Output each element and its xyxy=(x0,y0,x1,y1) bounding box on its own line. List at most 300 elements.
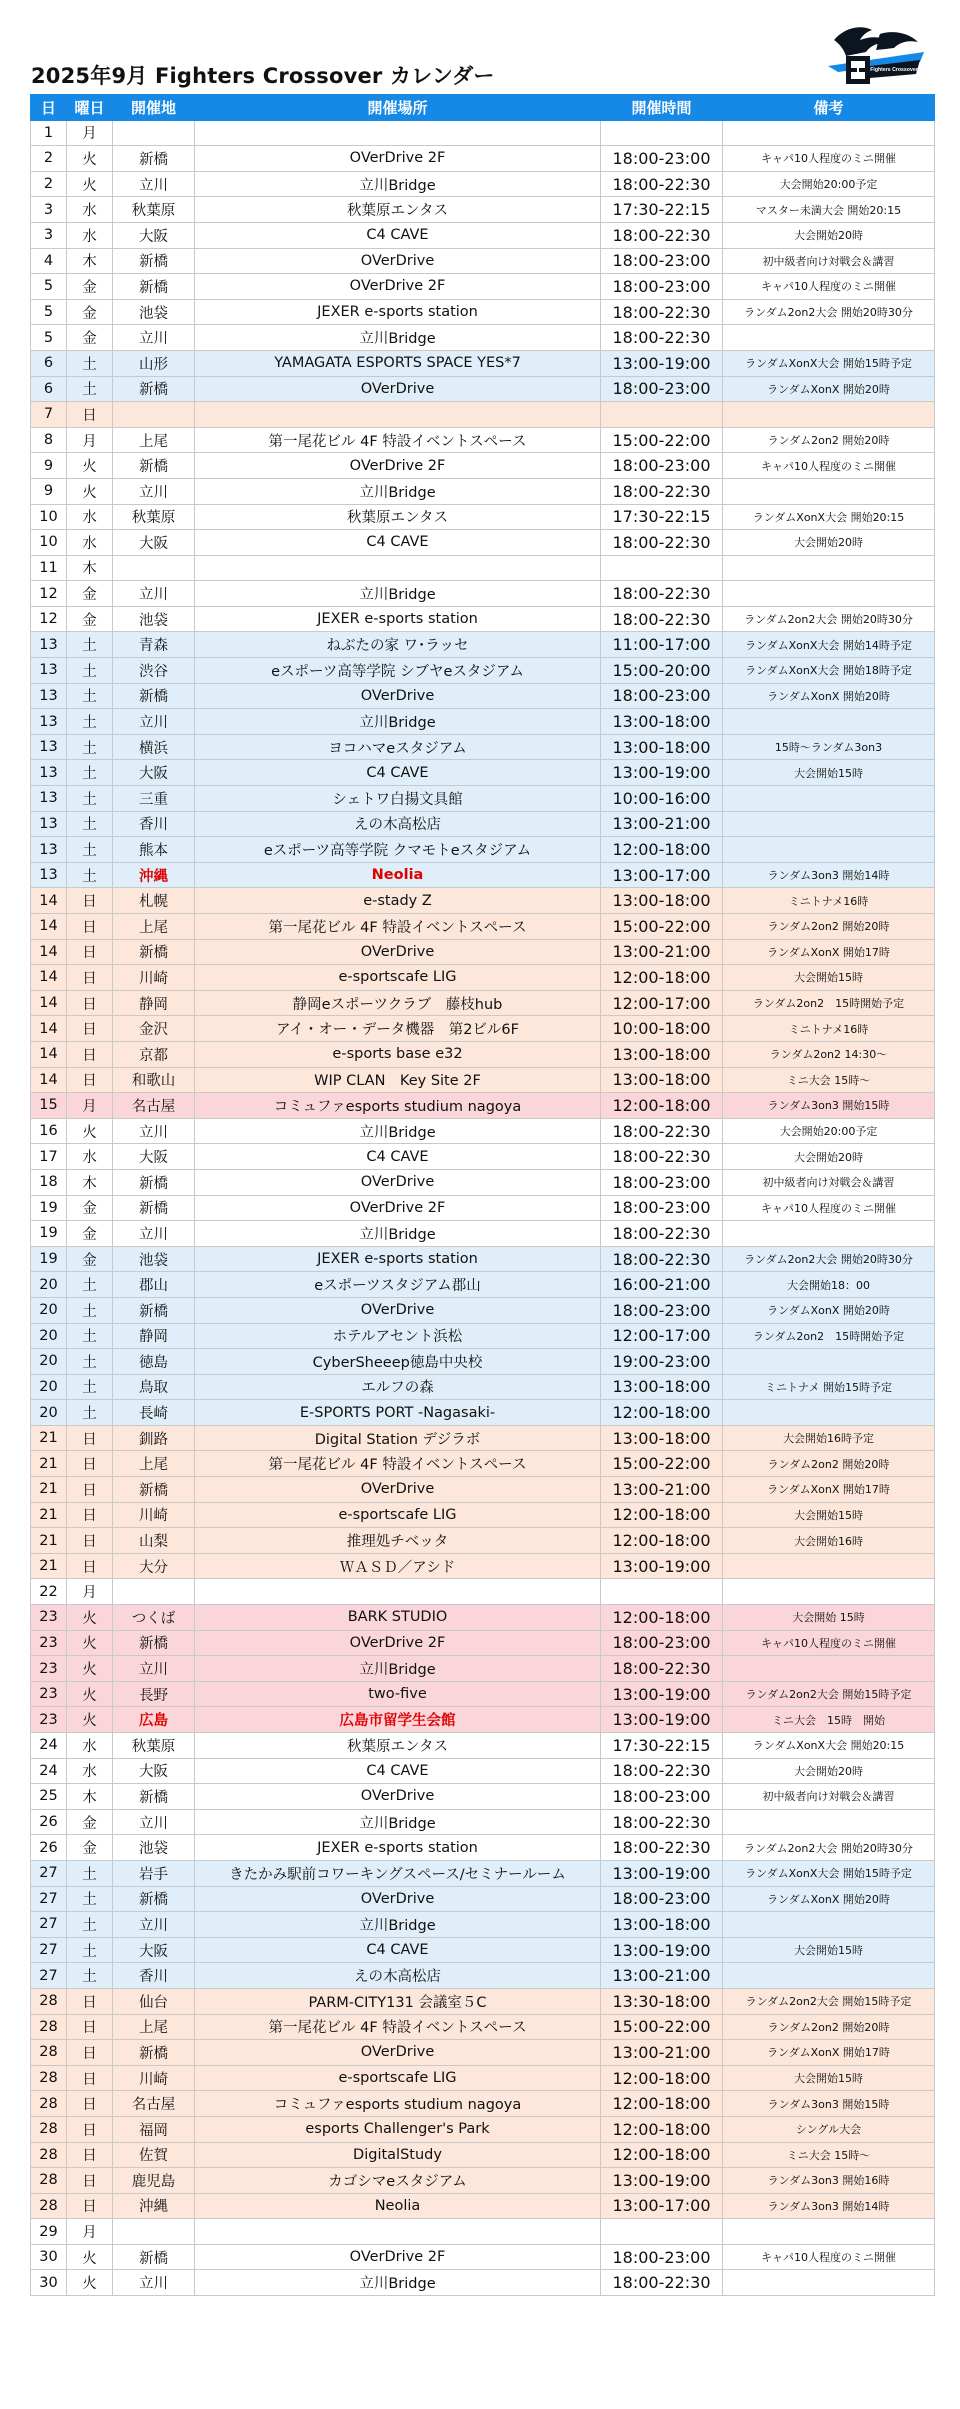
cell-day: 27 xyxy=(31,1963,67,1989)
table-row xyxy=(31,197,935,223)
cell-venue: ホテルアセント浜松 xyxy=(195,1323,601,1349)
cell-weekday: 土 xyxy=(67,734,113,760)
cell-weekday: 金 xyxy=(67,581,113,607)
cell-time: 13:00-18:00 xyxy=(601,1067,723,1093)
cell-venue: 推理処チベッタ xyxy=(195,1528,601,1554)
cell-day: 13 xyxy=(31,734,67,760)
cell-weekday: 月 xyxy=(67,1093,113,1119)
table-row xyxy=(31,1553,935,1579)
cell-region: 川崎 xyxy=(113,2065,195,2091)
cell-weekday: 火 xyxy=(67,1118,113,1144)
cell-time xyxy=(601,2219,723,2245)
cell-weekday: 日 xyxy=(67,2065,113,2091)
cell-day: 23 xyxy=(31,1605,67,1631)
cell-venue xyxy=(195,402,601,428)
cell-day: 27 xyxy=(31,1860,67,1886)
cell-venue: コミュファesports studium nagoya xyxy=(195,2091,601,2117)
cell-time: 13:00-18:00 xyxy=(601,1374,723,1400)
table-row xyxy=(31,274,935,300)
cell-note xyxy=(723,120,935,146)
cell-day: 17 xyxy=(31,1144,67,1170)
cell-day: 21 xyxy=(31,1553,67,1579)
cell-region: 山形 xyxy=(113,350,195,376)
cell-note: ランダム2on2 15時開始予定 xyxy=(723,990,935,1016)
cell-region: 福岡 xyxy=(113,2116,195,2142)
cell-venue: eスポーツ高等学院 シブヤeスタジアム xyxy=(195,658,601,684)
cell-region: 新橋 xyxy=(113,146,195,172)
cell-region: 新橋 xyxy=(113,939,195,965)
cell-time: 16:00-21:00 xyxy=(601,1272,723,1298)
cell-region: 新橋 xyxy=(113,248,195,274)
cell-note: 大会開始15時 xyxy=(723,1502,935,1528)
cell-region: 熊本 xyxy=(113,837,195,863)
cell-note: ランダムXonX大会 開始15時予定 xyxy=(723,350,935,376)
cell-note: 大会開始20:00予定 xyxy=(723,1118,935,1144)
page-title: 2025年9月 Fighters Crossover カレンダー xyxy=(31,64,495,88)
cell-venue: JEXER e-sports station xyxy=(195,606,601,632)
cell-region: 新橋 xyxy=(113,1886,195,1912)
cell-region: 広島 xyxy=(113,1707,195,1733)
cell-region: 三重 xyxy=(113,786,195,812)
cell-venue: CyberSheeep徳島中央校 xyxy=(195,1349,601,1375)
cell-region: 立川 xyxy=(113,1118,195,1144)
table-row xyxy=(31,248,935,274)
cell-time: 18:00-23:00 xyxy=(601,248,723,274)
cell-region: 秋葉原 xyxy=(113,1733,195,1759)
cell-day: 19 xyxy=(31,1195,67,1221)
table-row xyxy=(31,1067,935,1093)
cell-weekday: 日 xyxy=(67,990,113,1016)
cell-region: 名古屋 xyxy=(113,2091,195,2117)
cell-venue: eスポーツ高等学院 クマモトeスタジアム xyxy=(195,837,601,863)
cell-venue: コミュファesports studium nagoya xyxy=(195,1093,601,1119)
header-weekday: 曜日 xyxy=(67,95,113,121)
table-row xyxy=(31,478,935,504)
cell-day: 28 xyxy=(31,2142,67,2168)
cell-note: キャパ10人程度のミニ開催 xyxy=(723,146,935,172)
cell-day: 2 xyxy=(31,146,67,172)
cell-weekday: 土 xyxy=(67,632,113,658)
cell-weekday: 日 xyxy=(67,2040,113,2066)
cell-venue: OVerDrive 2F xyxy=(195,2244,601,2270)
cell-note xyxy=(723,402,935,428)
cell-time: 18:00-23:00 xyxy=(601,683,723,709)
cell-day: 13 xyxy=(31,658,67,684)
table-row xyxy=(31,2168,935,2194)
cell-weekday: 土 xyxy=(67,709,113,735)
cell-weekday: 日 xyxy=(67,914,113,940)
table-row xyxy=(31,299,935,325)
cell-region: 郡山 xyxy=(113,1272,195,1298)
cell-region: 池袋 xyxy=(113,1835,195,1861)
cell-region: 岩手 xyxy=(113,1860,195,1886)
cell-day: 6 xyxy=(31,376,67,402)
cell-region: 香川 xyxy=(113,811,195,837)
cell-venue xyxy=(195,555,601,581)
cell-time: 12:00-18:00 xyxy=(601,2065,723,2091)
cell-note xyxy=(723,1809,935,1835)
cell-venue: OVerDrive 2F xyxy=(195,1195,601,1221)
cell-time: 18:00-22:30 xyxy=(601,1221,723,1247)
cell-time: 13:00-19:00 xyxy=(601,2168,723,2194)
table-row xyxy=(31,376,935,402)
table-row xyxy=(31,1835,935,1861)
cell-weekday: 木 xyxy=(67,555,113,581)
cell-note: ミニ大会 15時～ xyxy=(723,2142,935,2168)
cell-note: 大会開始16時予定 xyxy=(723,1425,935,1451)
cell-weekday: 土 xyxy=(67,1374,113,1400)
cell-region: 徳島 xyxy=(113,1349,195,1375)
table-row xyxy=(31,1579,935,1605)
cell-note xyxy=(723,478,935,504)
cell-venue: 立川Bridge xyxy=(195,1118,601,1144)
cell-day: 9 xyxy=(31,453,67,479)
cell-venue: OVerDrive xyxy=(195,1297,601,1323)
table-row xyxy=(31,427,935,453)
cell-weekday: 土 xyxy=(67,837,113,863)
cell-venue: ＷＡＳＤ／アシド xyxy=(195,1553,601,1579)
cell-time: 18:00-22:30 xyxy=(601,1118,723,1144)
table-row xyxy=(31,2270,935,2296)
cell-note xyxy=(723,1400,935,1426)
cell-venue: OVerDrive xyxy=(195,1784,601,1810)
cell-venue: 立川Bridge xyxy=(195,1656,601,1682)
cell-time: 18:00-22:30 xyxy=(601,1758,723,1784)
cell-note: 大会開始20時 xyxy=(723,1144,935,1170)
cell-weekday: 金 xyxy=(67,325,113,351)
cell-venue: ヨコハマeスタジアム xyxy=(195,734,601,760)
cell-venue: C4 CAVE xyxy=(195,760,601,786)
cell-note: 初中級者向け対戦会＆講習 xyxy=(723,1169,935,1195)
cell-day: 20 xyxy=(31,1323,67,1349)
cell-note: ランダムXonX大会 開始15時予定 xyxy=(723,1860,935,1886)
cell-day: 13 xyxy=(31,683,67,709)
cell-venue: OVerDrive xyxy=(195,1477,601,1503)
cell-time: 18:00-22:30 xyxy=(601,171,723,197)
cell-region: 川崎 xyxy=(113,1502,195,1528)
cell-region: 山梨 xyxy=(113,1528,195,1554)
cell-venue xyxy=(195,1579,601,1605)
table-row xyxy=(31,1144,935,1170)
cell-weekday: 土 xyxy=(67,1400,113,1426)
cell-venue: 立川Bridge xyxy=(195,1809,601,1835)
cell-region: 立川 xyxy=(113,581,195,607)
cell-venue: ねぶたの家 ワ･ラッセ xyxy=(195,632,601,658)
cell-time: 13:00-18:00 xyxy=(601,1425,723,1451)
cell-venue: e-sportscafe LIG xyxy=(195,965,601,991)
cell-venue: 立川Bridge xyxy=(195,581,601,607)
cell-venue: えの木高松店 xyxy=(195,811,601,837)
cell-venue: two-five xyxy=(195,1681,601,1707)
cell-note: ランダム2on2 開始20時 xyxy=(723,427,935,453)
cell-time: 13:00-17:00 xyxy=(601,2193,723,2219)
cell-time: 12:00-18:00 xyxy=(601,1400,723,1426)
cell-venue: e-sportscafe LIG xyxy=(195,2065,601,2091)
cell-region: 長野 xyxy=(113,1681,195,1707)
table-row xyxy=(31,786,935,812)
logo-text: Fighters Crossover xyxy=(870,67,918,73)
cell-venue: OVerDrive 2F xyxy=(195,146,601,172)
header-note: 備考 xyxy=(723,95,935,121)
cell-weekday: 日 xyxy=(67,1041,113,1067)
cell-note: 大会開始15時 xyxy=(723,2065,935,2091)
cell-weekday: 金 xyxy=(67,1246,113,1272)
cell-venue: 第一尾花ビル 4F 特設イベントスペース xyxy=(195,914,601,940)
table-row xyxy=(31,504,935,530)
table-row xyxy=(31,2014,935,2040)
cell-region: 立川 xyxy=(113,709,195,735)
cell-day: 20 xyxy=(31,1400,67,1426)
cell-time: 15:00-22:00 xyxy=(601,914,723,940)
cell-day: 21 xyxy=(31,1502,67,1528)
cell-time: 13:00-18:00 xyxy=(601,734,723,760)
cell-time: 13:00-19:00 xyxy=(601,1681,723,1707)
cell-time: 19:00-23:00 xyxy=(601,1349,723,1375)
cell-venue: シェトワ白揚文具館 xyxy=(195,786,601,812)
cell-region: 池袋 xyxy=(113,1246,195,1272)
cell-day: 28 xyxy=(31,2014,67,2040)
cell-venue: PARM-CITY131 会議室５C xyxy=(195,1988,601,2014)
cell-note: ランダムXonX 開始17時 xyxy=(723,2040,935,2066)
cell-day: 28 xyxy=(31,1988,67,2014)
table-row xyxy=(31,1118,935,1144)
table-row xyxy=(31,1860,935,1886)
table-row xyxy=(31,965,935,991)
cell-note: ランダム2on2大会 開始20時30分 xyxy=(723,606,935,632)
cell-note: ランダム2on2大会 開始20時30分 xyxy=(723,1835,935,1861)
cell-region: 和歌山 xyxy=(113,1067,195,1093)
table-row xyxy=(31,1297,935,1323)
table-row xyxy=(31,1758,935,1784)
cell-weekday: 土 xyxy=(67,760,113,786)
cell-time xyxy=(601,1579,723,1605)
cell-region: 佐賀 xyxy=(113,2142,195,2168)
table-row xyxy=(31,1323,935,1349)
cell-note xyxy=(723,1579,935,1605)
cell-time: 18:00-22:30 xyxy=(601,1144,723,1170)
cell-time xyxy=(601,120,723,146)
cell-venue: JEXER e-sports station xyxy=(195,1835,601,1861)
cell-region: 新橋 xyxy=(113,1169,195,1195)
cell-time: 18:00-22:30 xyxy=(601,1809,723,1835)
table-row xyxy=(31,606,935,632)
cell-venue: 広島市留学生会館 xyxy=(195,1707,601,1733)
cell-weekday: 水 xyxy=(67,1733,113,1759)
table-row xyxy=(31,914,935,940)
cell-weekday: 土 xyxy=(67,1912,113,1938)
cell-time: 15:00-20:00 xyxy=(601,658,723,684)
cell-note: 大会開始15時 xyxy=(723,1937,935,1963)
cell-day: 13 xyxy=(31,760,67,786)
cell-region: 新橋 xyxy=(113,453,195,479)
cell-venue: YAMAGATA ESPORTS SPACE YES*7 xyxy=(195,350,601,376)
cell-day: 24 xyxy=(31,1758,67,1784)
cell-note xyxy=(723,2219,935,2245)
cell-time: 18:00-22:30 xyxy=(601,606,723,632)
cell-region: 大阪 xyxy=(113,760,195,786)
cell-weekday: 日 xyxy=(67,402,113,428)
cell-note: ミニ大会 15時 開始 xyxy=(723,1707,935,1733)
cell-region: 上尾 xyxy=(113,427,195,453)
table-row xyxy=(31,581,935,607)
cell-weekday: 金 xyxy=(67,299,113,325)
table-row xyxy=(31,1272,935,1298)
cell-day: 13 xyxy=(31,837,67,863)
cell-region: 上尾 xyxy=(113,1451,195,1477)
table-row xyxy=(31,760,935,786)
header-day: 日 xyxy=(31,95,67,121)
cell-day: 28 xyxy=(31,2116,67,2142)
cell-note xyxy=(723,811,935,837)
cell-weekday: 日 xyxy=(67,2193,113,2219)
table-row xyxy=(31,1374,935,1400)
cell-note: ランダム2on2 開始20時 xyxy=(723,914,935,940)
cell-day: 19 xyxy=(31,1246,67,1272)
cell-note: ランダム2on2 14:30～ xyxy=(723,1041,935,1067)
cell-weekday: 火 xyxy=(67,1630,113,1656)
cell-note: シングル大会 xyxy=(723,2116,935,2142)
cell-day: 21 xyxy=(31,1528,67,1554)
cell-region: 鹿児島 xyxy=(113,2168,195,2194)
table-row xyxy=(31,2040,935,2066)
cell-region: 新橋 xyxy=(113,2244,195,2270)
cell-day: 20 xyxy=(31,1349,67,1375)
cell-time: 12:00-18:00 xyxy=(601,837,723,863)
cell-day: 27 xyxy=(31,1886,67,1912)
cell-venue: きたかみ駅前コワーキングスペース/セミナールーム xyxy=(195,1860,601,1886)
cell-time: 10:00-18:00 xyxy=(601,1016,723,1042)
cell-time: 12:00-18:00 xyxy=(601,1502,723,1528)
cell-time: 15:00-22:00 xyxy=(601,1451,723,1477)
cell-time: 10:00-16:00 xyxy=(601,786,723,812)
cell-time: 12:00-18:00 xyxy=(601,2142,723,2168)
cell-day: 28 xyxy=(31,2193,67,2219)
cell-region: 大阪 xyxy=(113,1758,195,1784)
cell-venue: OVerDrive xyxy=(195,683,601,709)
cell-time: 18:00-23:00 xyxy=(601,453,723,479)
table-row xyxy=(31,734,935,760)
cell-note: ミニトナメ 開始15時予定 xyxy=(723,1374,935,1400)
cell-weekday: 月 xyxy=(67,120,113,146)
table-row xyxy=(31,1988,935,2014)
table-row xyxy=(31,1425,935,1451)
cell-weekday: 金 xyxy=(67,1835,113,1861)
cell-venue: 第一尾花ビル 4F 特設イベントスペース xyxy=(195,427,601,453)
cell-weekday: 土 xyxy=(67,376,113,402)
table-row xyxy=(31,862,935,888)
cell-weekday: 金 xyxy=(67,1221,113,1247)
cell-time: 18:00-22:30 xyxy=(601,1835,723,1861)
cell-note: マスター未満大会 開始20:15 xyxy=(723,197,935,223)
cell-weekday: 水 xyxy=(67,530,113,556)
cell-note: ランダムXonX 開始20時 xyxy=(723,683,935,709)
cell-venue: えの木高松店 xyxy=(195,1963,601,1989)
table-row xyxy=(31,658,935,684)
cell-note: キャパ10人程度のミニ開催 xyxy=(723,453,935,479)
cell-venue: OVerDrive xyxy=(195,1886,601,1912)
cell-region: 金沢 xyxy=(113,1016,195,1042)
cell-note xyxy=(723,325,935,351)
cell-weekday: 日 xyxy=(67,1528,113,1554)
table-row xyxy=(31,453,935,479)
table-row xyxy=(31,1528,935,1554)
cell-day: 11 xyxy=(31,555,67,581)
cell-region: 立川 xyxy=(113,2270,195,2296)
cell-day: 14 xyxy=(31,965,67,991)
cell-venue: e-sportscafe LIG xyxy=(195,1502,601,1528)
cell-region xyxy=(113,120,195,146)
table-row xyxy=(31,1733,935,1759)
table-row xyxy=(31,1451,935,1477)
table-row xyxy=(31,683,935,709)
cell-day: 30 xyxy=(31,2244,67,2270)
table-header-row xyxy=(31,95,935,121)
cell-day: 21 xyxy=(31,1425,67,1451)
cell-day: 23 xyxy=(31,1681,67,1707)
table-row xyxy=(31,402,935,428)
cell-note: 大会開始 15時 xyxy=(723,1605,935,1631)
table-row xyxy=(31,2193,935,2219)
cell-time: 12:00-17:00 xyxy=(601,1323,723,1349)
cell-region: 新橋 xyxy=(113,376,195,402)
cell-note: ランダム3on3 開始14時 xyxy=(723,2193,935,2219)
logo-graphic xyxy=(820,22,932,92)
cell-region xyxy=(113,555,195,581)
cell-time: 18:00-22:30 xyxy=(601,325,723,351)
cell-region: 大阪 xyxy=(113,1144,195,1170)
cell-venue: OVerDrive xyxy=(195,2040,601,2066)
cell-day: 13 xyxy=(31,786,67,812)
cell-day: 13 xyxy=(31,709,67,735)
cell-region: 新橋 xyxy=(113,1477,195,1503)
cell-region: 横浜 xyxy=(113,734,195,760)
cell-weekday: 日 xyxy=(67,1502,113,1528)
cell-weekday: 土 xyxy=(67,1323,113,1349)
cell-weekday: 土 xyxy=(67,1349,113,1375)
cell-weekday: 火 xyxy=(67,2270,113,2296)
cell-region: 沖縄 xyxy=(113,2193,195,2219)
cell-note: ランダムXonX 開始17時 xyxy=(723,939,935,965)
cell-note: キャパ10人程度のミニ開催 xyxy=(723,1630,935,1656)
cell-region xyxy=(113,402,195,428)
cell-weekday: 土 xyxy=(67,862,113,888)
cell-region: 秋葉原 xyxy=(113,504,195,530)
cell-time: 11:00-17:00 xyxy=(601,632,723,658)
cell-weekday: 火 xyxy=(67,171,113,197)
cell-venue: 立川Bridge xyxy=(195,2270,601,2296)
cell-time: 13:00-19:00 xyxy=(601,1937,723,1963)
cell-venue: 立川Bridge xyxy=(195,1912,601,1938)
cell-time: 13:00-19:00 xyxy=(601,1860,723,1886)
table-row xyxy=(31,1169,935,1195)
cell-weekday: 土 xyxy=(67,1297,113,1323)
cell-region: 渋谷 xyxy=(113,658,195,684)
cell-region: 沖縄 xyxy=(113,862,195,888)
cell-weekday: 日 xyxy=(67,1067,113,1093)
cell-weekday: 火 xyxy=(67,146,113,172)
cell-day: 28 xyxy=(31,2040,67,2066)
cell-venue: 第一尾花ビル 4F 特設イベントスペース xyxy=(195,2014,601,2040)
cell-region: 新橋 xyxy=(113,1195,195,1221)
cell-venue: 秋葉原エンタス xyxy=(195,197,601,223)
cell-region: 川崎 xyxy=(113,965,195,991)
cell-time: 13:00-21:00 xyxy=(601,1963,723,1989)
cell-weekday: 土 xyxy=(67,1272,113,1298)
cell-region: 秋葉原 xyxy=(113,197,195,223)
cell-time: 13:00-21:00 xyxy=(601,1477,723,1503)
cell-weekday: 日 xyxy=(67,1477,113,1503)
table-row xyxy=(31,2065,935,2091)
